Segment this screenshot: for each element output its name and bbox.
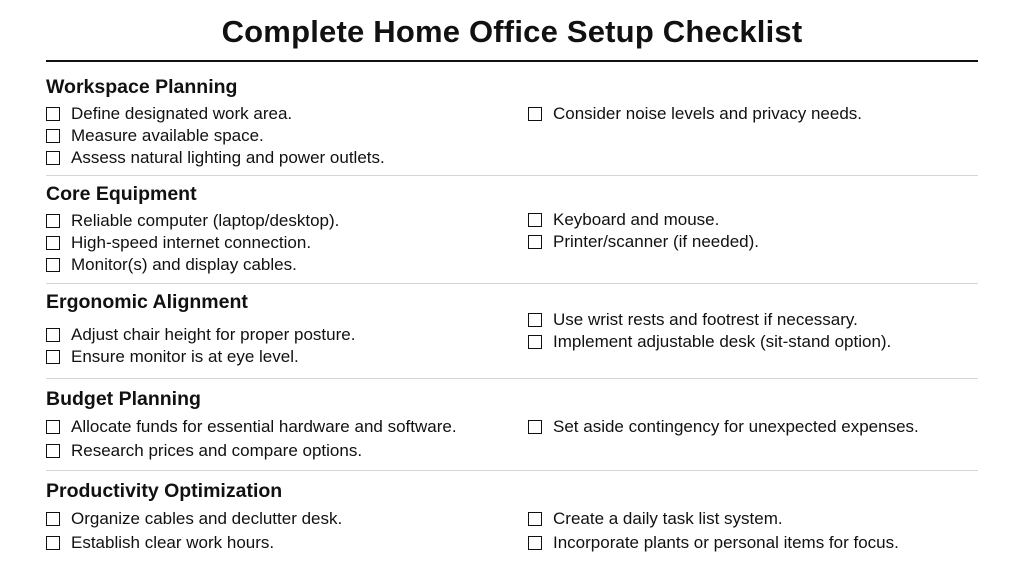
checklist-item-label: Printer/scanner (if needed).: [553, 232, 759, 251]
checklist-item[interactable]: [46, 346, 299, 368]
checklist-item-label: Create a daily task list system.: [553, 509, 783, 528]
checklist-item[interactable]: [46, 508, 342, 530]
checklist-item-label: Reliable computer (laptop/desktop).: [71, 211, 340, 230]
checklist-item[interactable]: [528, 231, 759, 253]
checkbox-icon[interactable]: [528, 235, 542, 249]
checkbox-icon[interactable]: [46, 444, 60, 458]
checklist-item[interactable]: [46, 232, 311, 254]
checkbox-icon[interactable]: [46, 129, 60, 143]
checkbox-icon[interactable]: [528, 313, 542, 327]
checklist-item[interactable]: [46, 210, 339, 232]
checklist-item-label: Implement adjustable desk (sit-stand option).: [553, 332, 892, 351]
section-divider: [46, 283, 978, 284]
section-divider: [46, 175, 978, 176]
checklist-item-label: High-speed internet connection.: [71, 233, 312, 252]
checklist-item-label: Define designated work area.: [71, 104, 293, 123]
checklist-item[interactable]: [528, 532, 899, 554]
checkbox-icon[interactable]: [528, 512, 542, 526]
checklist-item[interactable]: [46, 125, 264, 147]
checklist-item[interactable]: [528, 209, 719, 231]
checklist-item-label: Allocate funds for essential hardware and software.: [71, 417, 457, 436]
checkbox-icon[interactable]: [46, 107, 60, 121]
checklist-item[interactable]: [46, 147, 385, 169]
section-heading: Core Equipment: [46, 183, 197, 205]
checkbox-icon[interactable]: [46, 214, 60, 228]
checklist-item-label: Keyboard and mouse.: [553, 210, 720, 229]
checklist-item[interactable]: [528, 331, 891, 353]
section-divider: [46, 378, 978, 379]
checklist-item-label: Set aside contingency for unexpected expenses.: [553, 417, 919, 436]
checkbox-icon[interactable]: [46, 236, 60, 250]
checklist-item-label: Monitor(s) and display cables.: [71, 255, 297, 274]
checklist-item-label: Measure available space.: [71, 126, 264, 145]
section-heading: Budget Planning: [46, 388, 201, 410]
checklist-item-label: Consider noise levels and privacy needs.: [553, 104, 863, 123]
checkbox-icon[interactable]: [46, 258, 60, 272]
checklist-item[interactable]: [46, 324, 355, 346]
checkbox-icon[interactable]: [46, 328, 60, 342]
checklist-item[interactable]: [46, 440, 362, 462]
checklist-item[interactable]: [46, 103, 292, 125]
checklist-item[interactable]: [46, 254, 297, 276]
section-heading: Ergonomic Alignment: [46, 291, 248, 313]
page-title: Complete Home Office Setup Checklist: [221, 14, 803, 49]
checkbox-icon[interactable]: [528, 335, 542, 349]
checklist-item-label: Organize cables and declutter desk.: [71, 509, 343, 528]
checklist-item[interactable]: [528, 309, 858, 331]
section-heading: Productivity Optimization: [46, 480, 283, 502]
section-heading: Workspace Planning: [46, 76, 238, 98]
checklist-item[interactable]: [46, 416, 457, 438]
checkbox-icon[interactable]: [528, 107, 542, 121]
checklist-item[interactable]: [46, 532, 274, 554]
checkbox-icon[interactable]: [46, 420, 60, 434]
checkbox-icon[interactable]: [46, 512, 60, 526]
checklist-item-label: Incorporate plants or personal items for focus.: [553, 533, 899, 552]
checkbox-icon[interactable]: [528, 420, 542, 434]
checklist-item-label: Ensure monitor is at eye level.: [71, 347, 299, 366]
checklist-item-label: Assess natural lighting and power outlets.: [71, 148, 385, 167]
checklist-item-label: Establish clear work hours.: [71, 533, 275, 552]
checkbox-icon[interactable]: [528, 536, 542, 550]
title-rule: [46, 60, 978, 62]
checkbox-icon[interactable]: [46, 350, 60, 364]
section-divider: [46, 470, 978, 471]
checklist-item-label: Use wrist rests and footrest if necessary.: [553, 310, 858, 329]
checklist-item-label: Research prices and compare options.: [71, 441, 363, 460]
checkbox-icon[interactable]: [46, 151, 60, 165]
checklist-item[interactable]: [528, 416, 919, 438]
checklist-item-label: Adjust chair height for proper posture.: [71, 325, 356, 344]
checklist-item[interactable]: [528, 103, 862, 125]
checkbox-icon[interactable]: [46, 536, 60, 550]
checkbox-icon[interactable]: [528, 213, 542, 227]
checklist-item[interactable]: [528, 508, 783, 530]
